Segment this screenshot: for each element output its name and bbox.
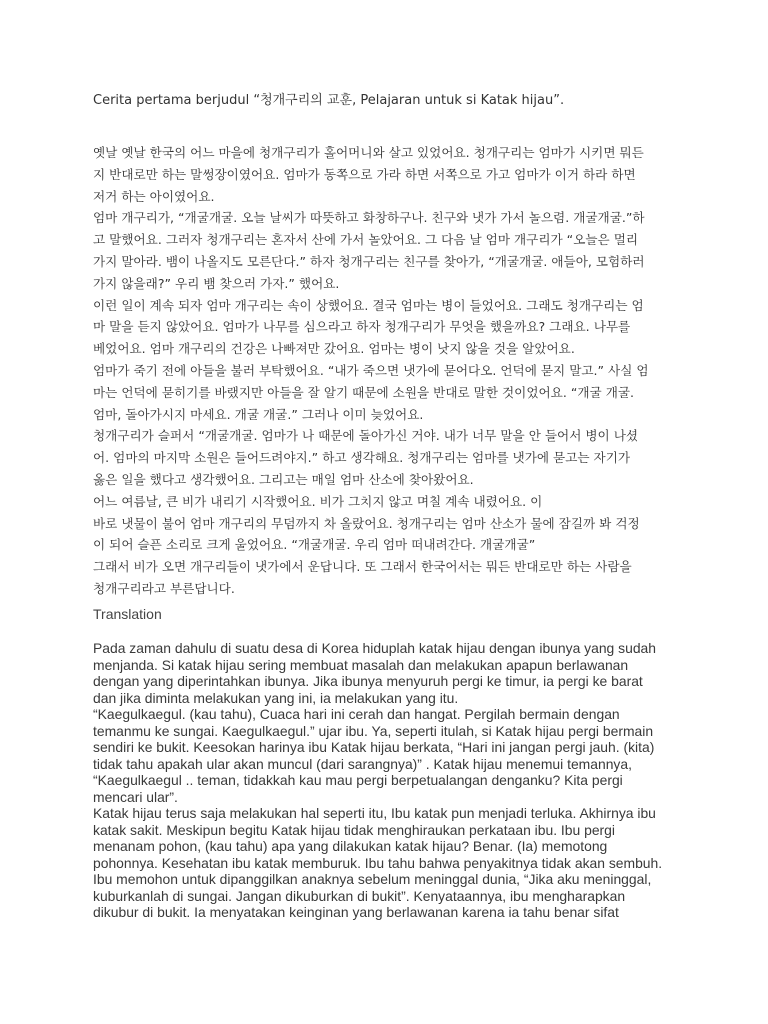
korean-line: 베었어요. 엄마 개구리의 건강은 나빠져만 갔어요. 엄마는 병이 낫지 않을 것을 알았어요. [93, 341, 575, 357]
korean-line: 이런 일이 계속 되자 엄마 개구리는 속이 상했어요. 결국 엄마는 병이 들었어요. 그래도 청개구리는 엄 [93, 297, 644, 313]
korean-line: 어. 엄마의 마지막 소원은 들어드려야지.” 하고 생각해요. 청개구리는 엄마를 냇가에 묻고는 자기가 [93, 450, 631, 466]
translation-line: Pada zaman dahulu di suatu desa di Korea hiduplah katak hijau dengan ibunya yang sudah [93, 640, 656, 656]
translation-line: dikubur di bukit. Ia menyatakan keinginan yang berlawanan karena ia tahu benar sifat [93, 904, 619, 920]
korean-line: 엄마가 죽기 전에 아들을 불러 부탁했어요. “내가 죽으면 냇가에 묻어다오. 언덕에 묻지 말고.” 사실 엄 [93, 362, 649, 378]
korean-line: 엄마, 돌아가시지 마세요. 개굴 개굴.” 그러나 이미 늦었어요. [93, 406, 424, 422]
korean-line: 마 말을 듣지 않았어요. 엄마가 나무를 심으라고 하자 청개구리가 무엇을 했을까요? 그래요. 나무를 [93, 319, 631, 335]
translation-heading: Translation [93, 606, 162, 622]
korean-line: 바로 냇물이 불어 엄마 개구리의 무덤까지 차 올랐어요. 청개구리는 엄마 산소가 물에 잠길까 봐 걱정 [93, 515, 640, 531]
korean-line: 옛날 옛날 한국의 어느 마을에 청개구리가 홀어머니와 살고 있었어요. 청개구리는 엄마가 시키면 뭐든 [93, 145, 644, 160]
korean-story-text [93, 142, 683, 600]
korean-line: 어느 여름날, 큰 비가 내리기 시작했어요. 비가 그치지 않고 며칠 계속 내렸어요. 이 [93, 493, 543, 509]
translation-line: katak sakit. Meskipun begitu Katak hijau tidak menghiraukan perkataan ibu. Ibu pergi [93, 821, 615, 838]
korean-line: 저거 하는 아이였어요. [93, 188, 215, 204]
translation-line: temanmu ke sungai. Kaegulkaegul.” ujar ibu. Ya, seperti itulah, si Katak hijau pergi bermain [93, 722, 654, 739]
korean-line: 엄마 개구리가, “개굴개굴. 오늘 날씨가 따뜻하고 화창하구나. 친구와 냇가 가서 놀으렴. 개굴개굴.”하 [93, 210, 645, 226]
korean-line: 고 말했어요. 그러자 청개구리는 혼자서 산에 가서 놀았어요. 그 다음 날 엄마 개구리가 “오늘은 멀리 [93, 232, 639, 248]
korean-line: 옳은 일을 했다고 생각했어요. 그리고는 매일 엄마 산소에 찾아왔어요. [93, 471, 474, 487]
translation-line: dengan yang diperintahkan ibunya. Jika ibunya menyuruh pergi ke timur, ia pergi ke barat [93, 673, 643, 689]
translation-line: menanam pohon, (kau tahu) apa yang dilakukan katak hijau? Benar. (Ia) memotong [93, 838, 608, 854]
story-intro: Cerita pertama berjudul “청개구리의 교훈, Pelajaran untuk si Katak hijau”. [93, 93, 565, 108]
translation-line: pohonnya. Kesehatan ibu katak memburuk. Ibu tahu bahwa penyakitnya tidak akan sembuh. [93, 854, 663, 871]
korean-line: 그래서 비가 오면 개구리들이 냇가에서 운답니다. 또 그래서 한국어서는 뭐든 반대로만 하는 사람을 [93, 559, 632, 575]
translation-line: menjanda. Si katak hijau sering membuat masalah dan melakukan apapun berlawanan [93, 656, 629, 673]
korean-line: 마는 언덕에 묻히기를 바랬지만 아들을 잘 알기 때문에 소원을 반대로 말한 것이었어요. “개굴 개굴. [93, 384, 635, 400]
translation-line: “Kaegulkaegul. (kau tahu), Cuaca hari ini cerah dan hangat. Pergilah bermain dengan [93, 706, 620, 722]
translation-line: Katak hijau terus saja melakukan hal seperti itu, Ibu katak pun menjadi terluka. Akhirnya ibu [93, 805, 656, 821]
korean-line: 청개구리가 슬퍼서 “개굴개굴. 엄마가 나 때문에 돌아가신 거야. 내가 너무 말을 안 들어서 병이 나셨 [93, 428, 639, 444]
korean-line: 청개구리라고 부른답니다. [93, 580, 235, 596]
indonesian-translation-text [93, 640, 683, 921]
translation-line: kuburkanlah di sungai. Jangan dikuburkan di bukit”. Kenyataannya, ibu mengharapkan [93, 887, 626, 904]
translation-line: tidak tahu apakah ular akan muncul (dari sarangnya)” . Katak hijau menemui temannya, [93, 755, 632, 772]
translation-line: sendiri ke bukit. Keesokan harinya ibu Katak hijau berkata, “Hari ini jangan pergi jauh. (kita) [93, 739, 655, 755]
translation-line: “Kaegulkaegul .. teman, tidakkah kau mau pergi berpetualangan denganku? Kita pergi [93, 772, 623, 788]
korean-line: 가지 않을래?” 우리 뱀 찾으러 가자.” 했어요. [93, 275, 340, 291]
translation-line: Ibu memohon untuk dipanggilkan anaknya sebelum meninggal dunia, “Jika aku meninggal, [93, 871, 652, 887]
korean-line: 가지 말아라. 뱀이 나올지도 모른단다.” 하자 청개구리는 친구를 찾아가, “개굴개굴. 애들아, 모험하러 [93, 253, 645, 269]
korean-line: 이 되어 슬픈 소리로 크게 울었어요. “개굴개굴. 우리 엄마 떠내려간다. 개굴개굴” [93, 537, 536, 553]
translation-line: dan jika diminta melakukan yang ini, ia melakukan yang itu. [93, 689, 459, 706]
korean-line: 지 반대로만 하는 말썽장이였어요. 엄마가 동쪽으로 가라 하면 서쪽으로 가고 엄마가 이거 하라 하면 [93, 166, 636, 182]
translation-line: mencari ular”. [93, 788, 178, 805]
